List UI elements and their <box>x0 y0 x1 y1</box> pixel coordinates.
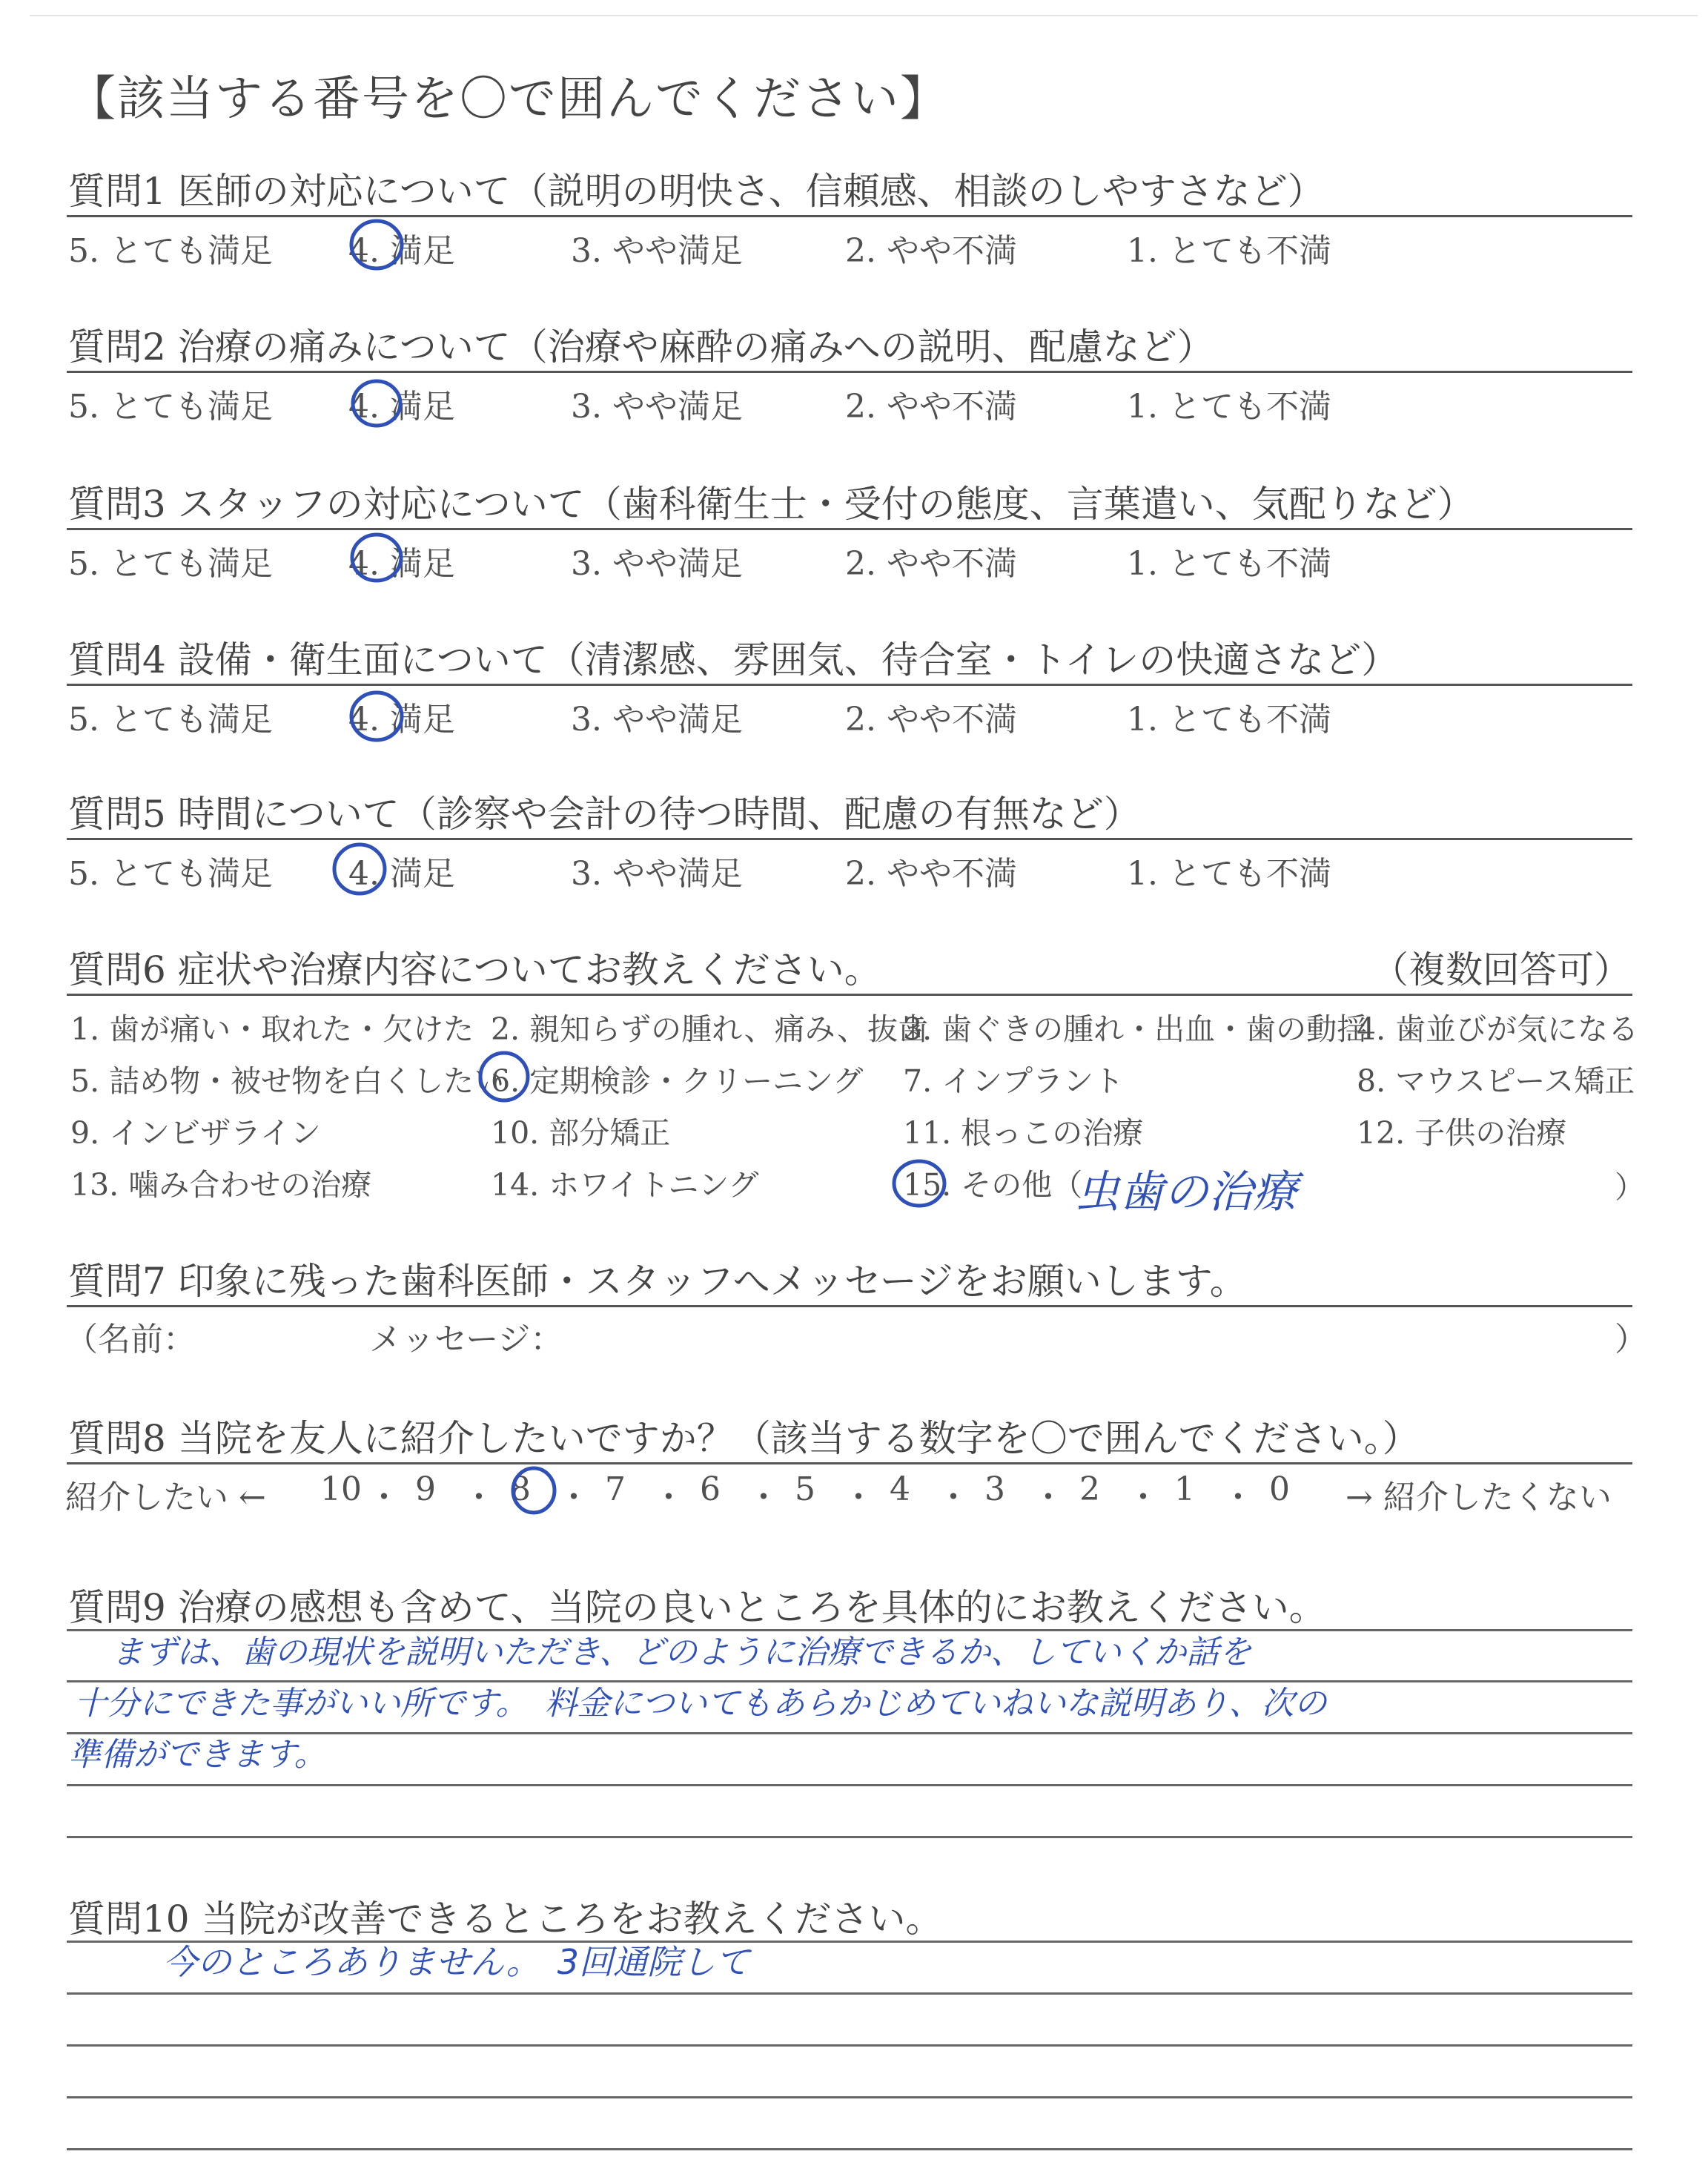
q1-option[interactable]: 5. とても満足 <box>68 232 273 270</box>
q3-option[interactable]: 2. やや不満 <box>845 545 1017 583</box>
q6-option[interactable]: 2. 親知らずの腫れ、痛み、抜歯 <box>491 1011 929 1047</box>
q8-scale-number[interactable]: 10 <box>320 1470 362 1508</box>
q4-option[interactable]: 3. やや満足 <box>571 701 743 739</box>
q1-option[interactable]: 1. とても不満 <box>1127 232 1331 270</box>
q6-multiple-note: （複数回答可） <box>1371 948 1631 991</box>
q8-separator: ・ <box>652 1479 685 1516</box>
q10-answer: 今のところありません。 3回通院して <box>163 1942 750 1982</box>
q5-title: 質問5 時間について（診察や会計の待つ時間、配慮の有無など） <box>68 793 1141 836</box>
q1-option[interactable]: 2. やや不満 <box>845 232 1017 270</box>
q10-line <box>67 2044 1632 2047</box>
q6-option[interactable]: 7. インプラント <box>903 1063 1125 1099</box>
q6-option[interactable]: 5. 詰め物・被せ物を白くしたい <box>70 1063 505 1099</box>
q3-option[interactable]: 1. とても不満 <box>1127 545 1331 583</box>
q8-title: 質問8 当院を友人に紹介したいですか？（該当する数字を〇で囲んでください。） <box>68 1417 1420 1460</box>
q6-option[interactable]: 12. 子供の治療 <box>1357 1115 1567 1151</box>
q8-scale-number[interactable]: 1 <box>1174 1470 1195 1508</box>
q4-option[interactable]: 1. とても不満 <box>1127 701 1331 739</box>
q6-other-answer: 虫歯の治療 <box>1075 1166 1297 1218</box>
q2-option[interactable]: 5. とても満足 <box>68 388 273 426</box>
q8-scale-number[interactable]: 7 <box>605 1470 626 1508</box>
q8-separator: ・ <box>747 1479 780 1516</box>
q7-message-label: メッセージ： <box>369 1321 563 1358</box>
q10-line <box>67 2148 1632 2150</box>
q6-option[interactable]: 10. 部分矯正 <box>491 1115 671 1151</box>
q7-name-label: （名前： <box>65 1321 196 1358</box>
q3-option[interactable]: 5. とても満足 <box>68 545 273 583</box>
q8-rule <box>67 1462 1632 1464</box>
q9-line <box>67 1836 1632 1838</box>
q8-separator: ・ <box>1127 1479 1159 1516</box>
q6-title: 質問6 症状や治療内容についてお教えください。 <box>68 948 881 991</box>
q8-scale-number[interactable]: 6 <box>700 1470 721 1508</box>
q5-option[interactable]: 2. やや不満 <box>845 855 1017 893</box>
q10-title: 質問10 当院が改善できるところをお教えください。 <box>68 1898 943 1941</box>
q6-other-close: ） <box>1615 1169 1645 1205</box>
q8-scale-number[interactable]: 0 <box>1269 1470 1290 1508</box>
q6-rule <box>67 994 1632 996</box>
q8-left-label: 紹介したい ← <box>65 1479 266 1516</box>
q8-separator: ・ <box>368 1479 400 1516</box>
q5-option[interactable]: 4. 満足 <box>348 855 455 893</box>
q1-option[interactable]: 3. やや満足 <box>571 232 743 270</box>
q8-separator: ・ <box>463 1479 495 1516</box>
q1-option[interactable]: 4. 満足 <box>348 232 455 270</box>
q8-scale-number[interactable]: 5 <box>795 1470 815 1508</box>
q8-scale-number[interactable]: 2 <box>1079 1470 1100 1508</box>
q8-separator: ・ <box>937 1479 970 1516</box>
q6-option[interactable]: 3. 歯ぐきの腫れ・出血・歯の動揺 <box>903 1011 1368 1047</box>
q3-option[interactable]: 4. 満足 <box>348 545 455 583</box>
q8-scale-number[interactable]: 8 <box>510 1470 531 1508</box>
q7-title: 質問7 印象に残った歯科医師・スタッフへメッセージをお願いします。 <box>68 1260 1247 1303</box>
q8-right-label: → 紹介したくない <box>1345 1479 1612 1516</box>
q9-title: 質問9 治療の感想も含めて、当院の良いところを具体的にお教えください。 <box>68 1586 1326 1629</box>
q5-option[interactable]: 5. とても満足 <box>68 855 273 893</box>
q8-scale-number[interactable]: 4 <box>890 1470 910 1508</box>
q6-option[interactable]: 14. ホワイトニング <box>491 1167 759 1203</box>
q7-rule <box>67 1305 1632 1307</box>
q6-option[interactable]: 11. 根っこの治療 <box>903 1115 1144 1151</box>
q2-option[interactable]: 2. やや不満 <box>845 388 1017 426</box>
q5-option[interactable]: 1. とても不満 <box>1127 855 1331 893</box>
q5-rule <box>67 838 1632 840</box>
q6-option[interactable]: 8. マウスピース矯正 <box>1357 1063 1635 1099</box>
q8-separator: ・ <box>1222 1479 1254 1516</box>
q3-rule <box>67 528 1632 530</box>
q1-rule <box>67 215 1632 217</box>
q6-option[interactable]: 1. 歯が痛い・取れた・欠けた <box>70 1011 474 1047</box>
q4-title: 質問4 設備・衛生面について（清潔感、雰囲気、待合室・トイレの快適さなど） <box>68 638 1399 681</box>
q6-option[interactable]: 9. インビザライン <box>70 1115 321 1151</box>
q8-scale-number[interactable]: 9 <box>415 1470 436 1508</box>
q4-option[interactable]: 5. とても満足 <box>68 701 273 739</box>
q2-title: 質問2 治療の痛みについて（治療や麻酔の痛みへの説明、配慮など） <box>68 326 1214 369</box>
q3-option[interactable]: 3. やや満足 <box>571 545 743 583</box>
q2-option[interactable]: 1. とても不満 <box>1127 388 1331 426</box>
q2-option[interactable]: 4. 満足 <box>348 388 455 426</box>
q10-line <box>67 1992 1632 1995</box>
q4-option[interactable]: 4. 満足 <box>348 701 455 739</box>
q10-line <box>67 2096 1632 2098</box>
q8-separator: ・ <box>1032 1479 1065 1516</box>
q6-option[interactable]: 15. その他（ <box>903 1167 1083 1203</box>
q6-option[interactable]: 4. 歯並びが気になる <box>1357 1011 1639 1047</box>
q2-rule <box>67 371 1632 373</box>
q9-line <box>67 1784 1632 1786</box>
q8-separator: ・ <box>842 1479 875 1516</box>
q9-answer-line: 準備ができます。 <box>68 1736 327 1774</box>
q1-title: 質問1 医師の対応について（説明の明快さ、信頼感、相談のしやすさなど） <box>68 170 1325 213</box>
q9-answer-line: まずは、歯の現状を説明いただき、どのように治療できるか、していくか話を <box>111 1634 1252 1671</box>
form-title: 【該当する番号を〇で囲んでください】 <box>68 72 949 127</box>
q7-close: ） <box>1615 1321 1647 1358</box>
q9-answer-line: 十分にできた事がいい所です。 料金についてもあらかじめていねいな説明あり、次の <box>74 1685 1327 1723</box>
q2-option[interactable]: 3. やや満足 <box>571 388 743 426</box>
q4-option[interactable]: 2. やや不満 <box>845 701 1017 739</box>
q5-option[interactable]: 3. やや満足 <box>571 855 743 893</box>
q8-separator: ・ <box>557 1479 590 1516</box>
q8-scale-number[interactable]: 3 <box>984 1470 1005 1508</box>
top-border <box>30 15 1698 16</box>
q4-rule <box>67 684 1632 686</box>
q3-title: 質問3 スタッフの対応について（歯科衛生士・受付の態度、言葉遣い、気配りなど） <box>68 483 1474 526</box>
q6-option[interactable]: 13. 噛み合わせの治療 <box>70 1167 372 1203</box>
q6-option[interactable]: 6. 定期検診・クリーニング <box>491 1063 864 1099</box>
